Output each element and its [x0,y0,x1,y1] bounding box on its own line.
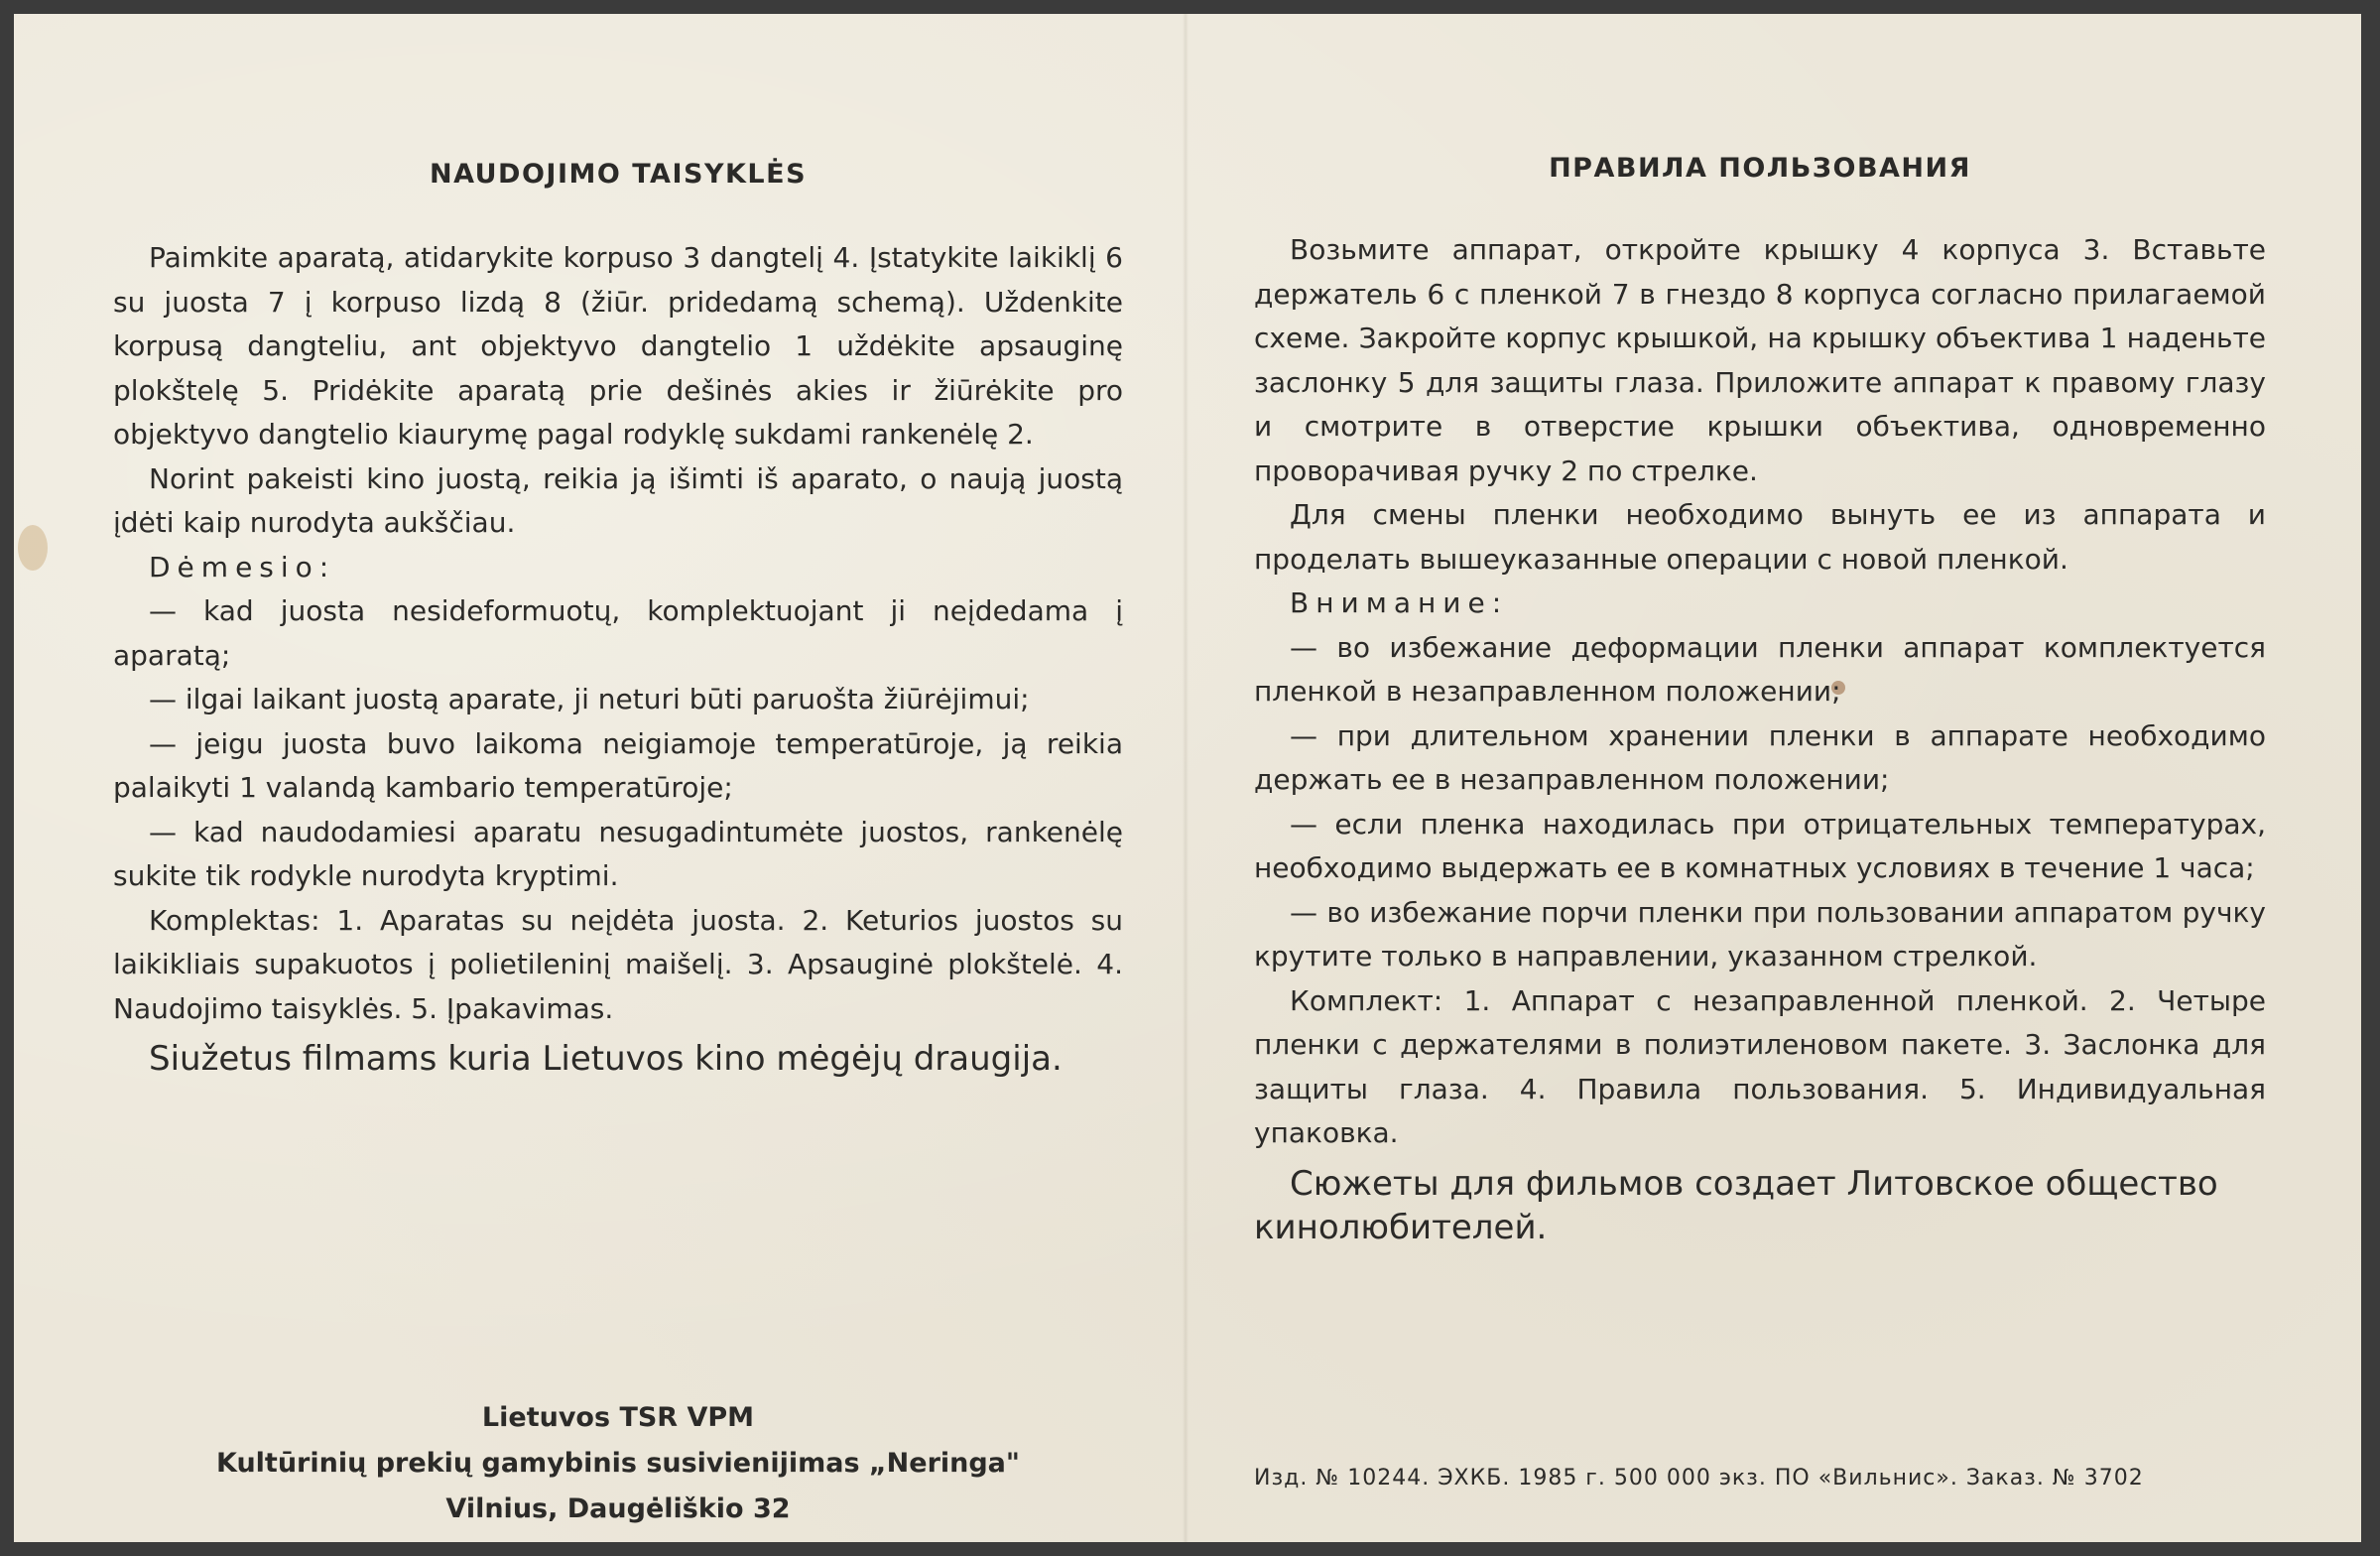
lt-warning-item: — ilgai laikant juostą aparate, ji neturi būti paruošta žiūrėjimui; [149,683,1030,715]
ru-paragraph-replace-film: Для смены пленки необходимо вынуть ее из аппарата и проделать вышеуказанные операции с новой пленкой. [1254,498,2266,576]
lt-paragraph-replace-film: Norint pakeisti kino juostą, reikia ją išimti iš aparato, o naują juostą įdėti kaip nurodyta aukščiau. [113,461,1123,539]
center-fold [1183,14,1189,1542]
ru-warning-item: — во избежание порчи пленки при пользовании аппаратом ручку крутите только в направлении, указанном стрелкой. [1254,895,2266,972]
ru-warning-item: — при длительном хранении пленки в аппарате необходимо держать ее в незаправленном положении; [1254,718,2266,796]
lt-attention-heading: Dėmesio: [149,550,336,584]
lt-paragraph-instructions: Paimkite aparatą, atidarykite korpuso 3 dangtelį 4. Įstatykite laikiklį 6 su juosta 7 į korpuso lizdą 8 (žiūr. pridedamą schemą). Uždenkite korpusą dangteliu, ant objektyvo dangtelio 1 uždėkite apsauginę plokštelę 5. Pridėkite aparatą prie dešinės akies ir žiūrėkite pro objektyvo dangtelio kiaurymę pagal rodyklę sukdami rankenėlę 2. [113,241,1123,451]
lt-kit-contents: Komplektas: 1. Aparatas su neįdėta juosta. 2. Keturios juostos su laikikliais supakuotos į polietileninį maišelį. 3. Apsauginė plokštelė. 4. Naudojimo taisyklės. 5. Įpakavimas. [113,903,1123,1025]
ru-body [1254,228,2266,1249]
lt-publisher-line: Kultūrinių prekių gamybinis susivienijimas „Neringa" [216,1448,1020,1479]
ru-kit-contents: Комплект: 1. Аппарат с незаправленной пленкой. 2. Четыре пленки с держателями в полиэтиленовом пакете. 3. Заслонка для защиты глаза. 4. Правила пользования. 5. Индивидуальная упаковка. [1254,983,2266,1149]
lt-publisher-line: Vilnius, Daugėliškio 32 [445,1493,791,1524]
lt-warning-item: — kad juosta nesideformuotų, komplektuojant ji neįdedama į aparatą; [113,594,1123,672]
ru-paragraph-instructions: Возьмите аппарат, откройте крышку 4 корпуса 3. Вставьте держатель 6 с пленкой 7 в гнездо 8 корпуса согласно прилагаемой схеме. Закройте корпус крышкой, на крышку объектива 1 наденьте заслонку 5 для защиты глаза. Приложите аппарат к правому глазу и смотрите в отверстие крышки объектива, одновременно проворачивая ручку 2 по стрелке. [1254,233,2266,487]
ru-imprint: Изд. № 10244. ЭХКБ. 1985 г. 500 000 экз. ПО «Вильнис». Заказ. № 3702 [1254,1466,2144,1491]
ru-attention-heading: Внимание: [1290,586,1509,619]
ru-title: ПРАВИЛА ПОЛЬЗОВАНИЯ [1549,153,1971,184]
paper-stain [18,525,48,571]
lt-publisher-footer [113,1395,1123,1532]
ru-plots-note: Сюжеты для фильмов создает Литовское общество кинолюбителей. [1254,1163,2218,1247]
lt-plots-note: Siužetus filmams kuria Lietuvos kino mėgėjų draugija. [149,1039,1063,1079]
lt-body [113,236,1123,1081]
lt-warning-item: — kad naudodamiesi aparatu nesugadintumėte juostos, rankenėlę sukite tik rodykle nurodyta kryptimi. [113,815,1123,892]
instruction-sheet [14,14,2361,1542]
lt-publisher-line: Lietuvos TSR VPM [481,1402,755,1433]
ru-warning-item: — если пленка находилась при отрицательных температурах, необходимо выдержать ее в комнатных условиях в течение 1 часа; [1254,807,2266,884]
lt-title: NAUDOJIMO TAISYKLĖS [429,159,808,190]
lt-warning-item: — jeigu juosta buvo laikoma neigiamoje temperatūroje, ją reikia palaikyti 1 valandą kambario temperatūroje; [113,726,1123,804]
ru-warning-item: — во избежание деформации пленки аппарат комплектуется пленкой в незаправленном положении; [1254,630,2266,708]
